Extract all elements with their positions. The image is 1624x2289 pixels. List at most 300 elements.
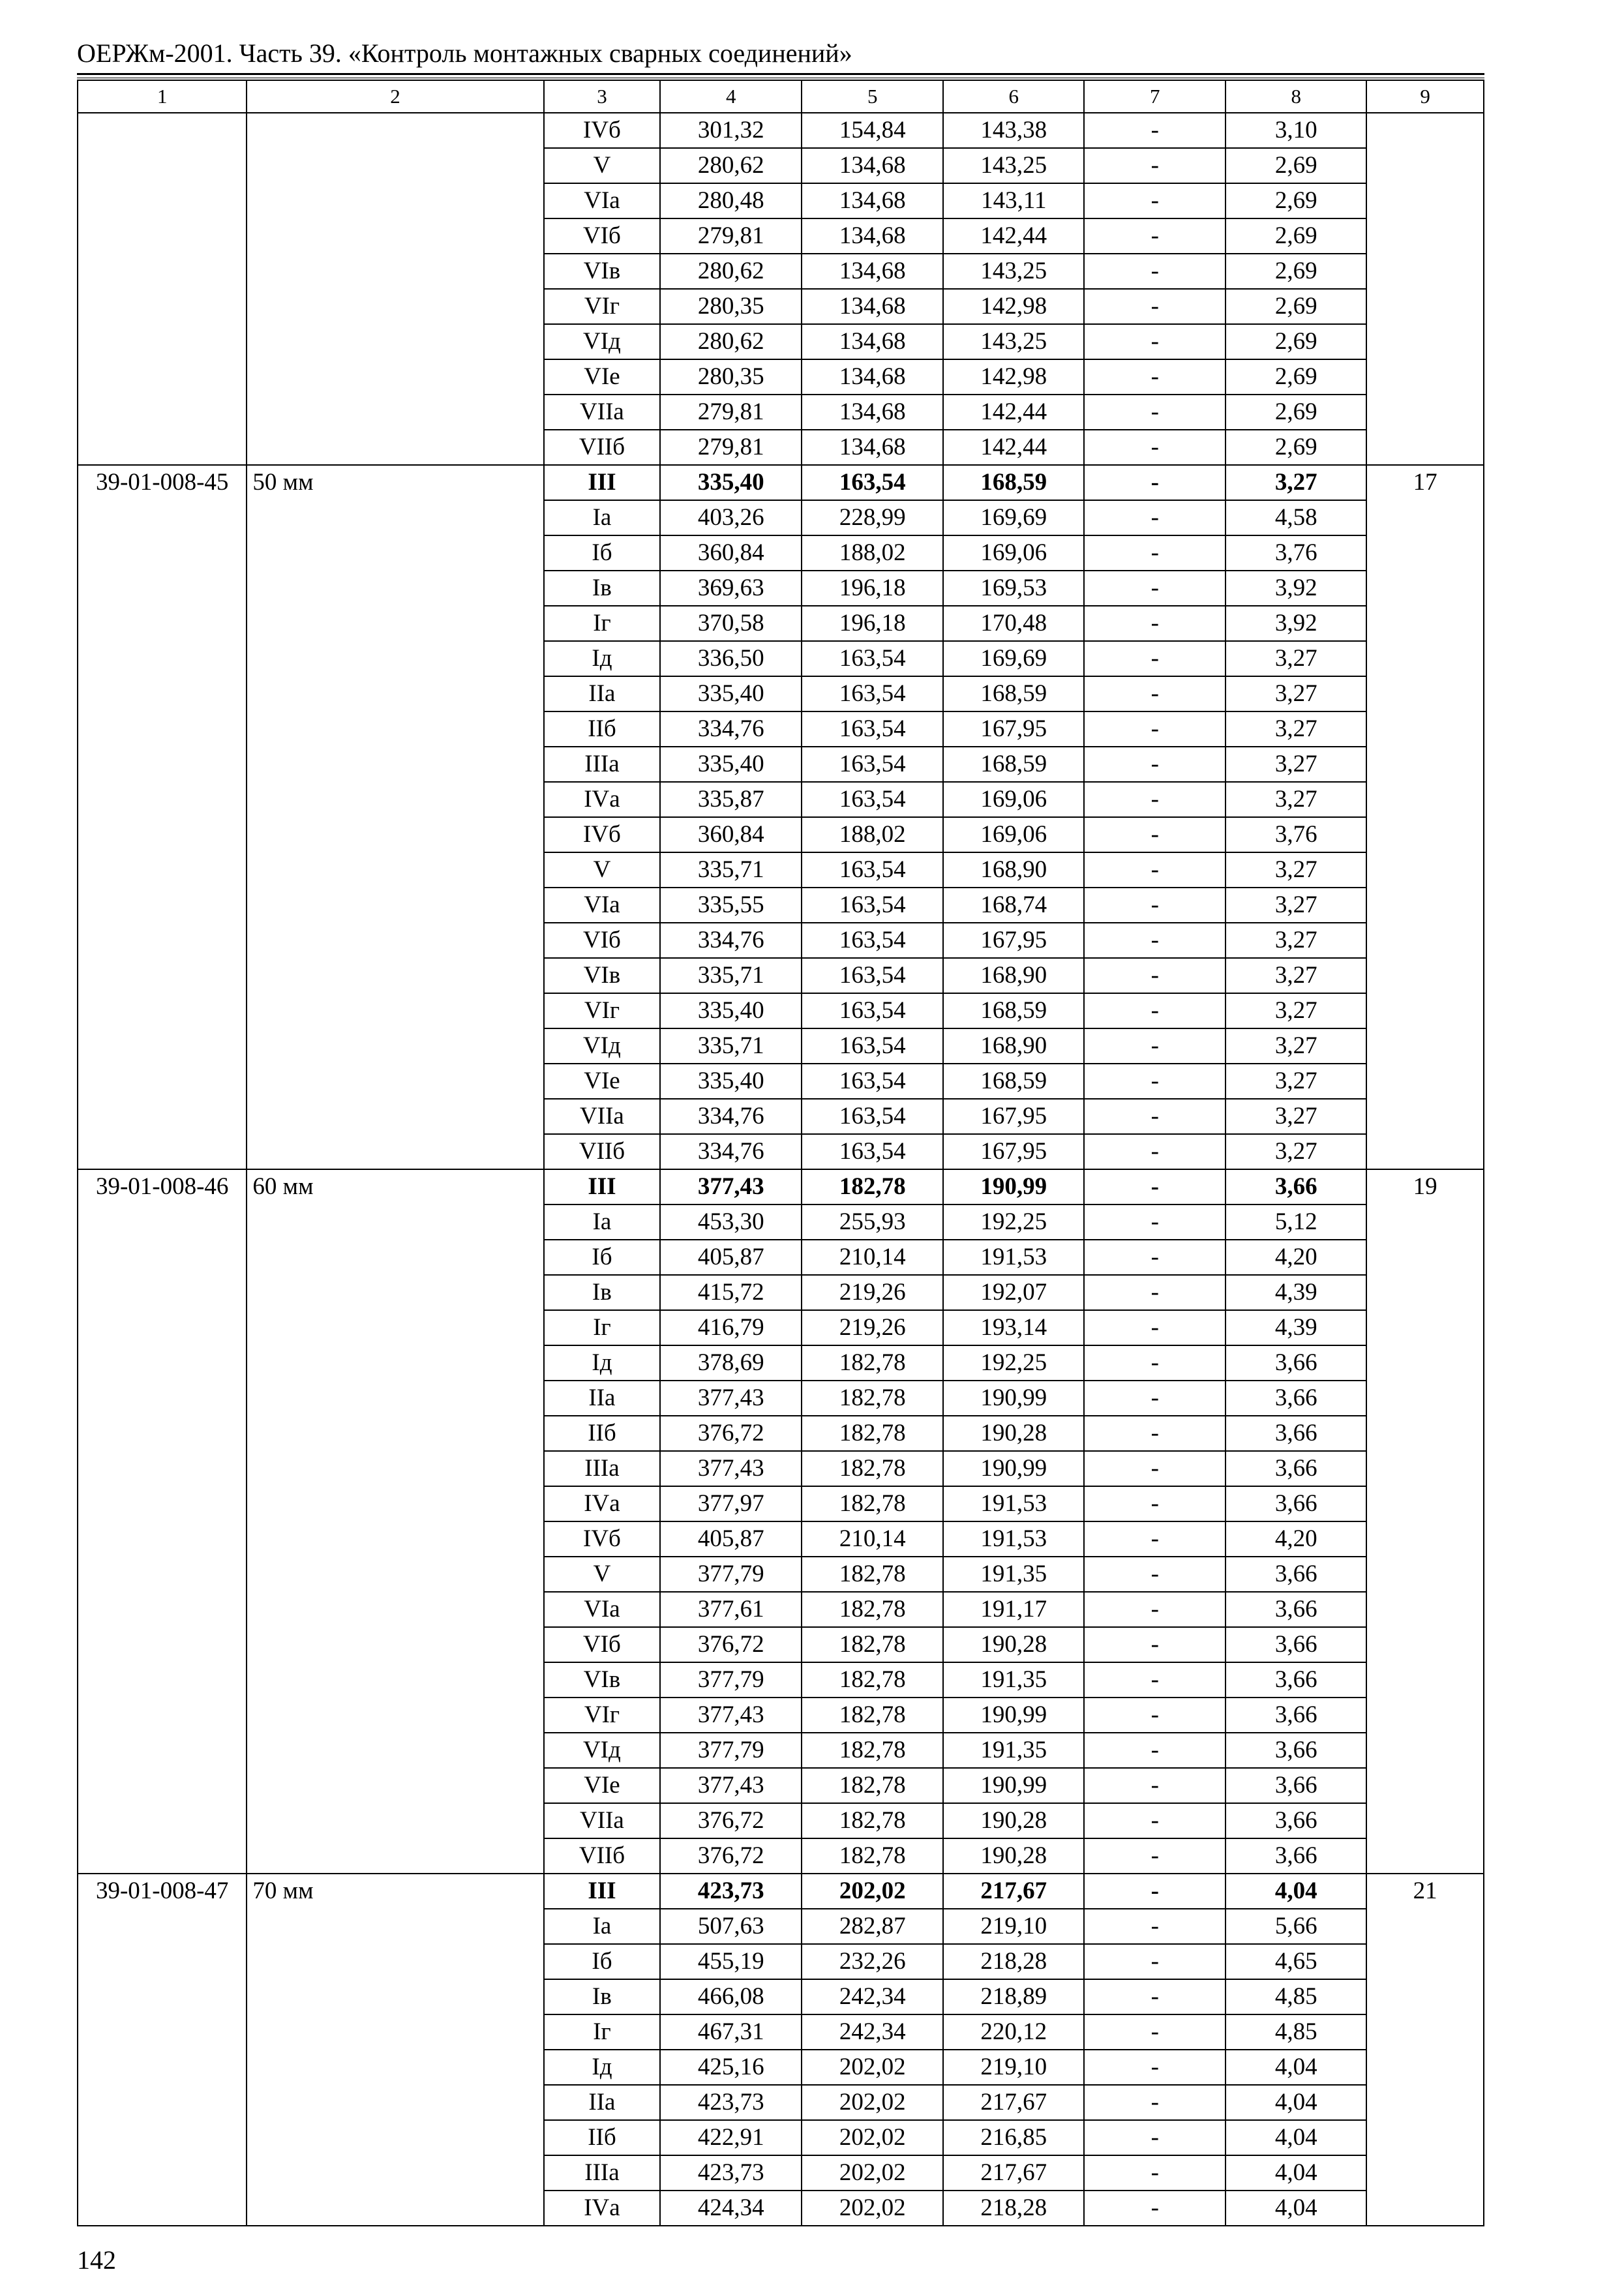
wages-cell: 242,34 (802, 2014, 943, 2050)
labor-cell: 3,27 (1226, 888, 1366, 923)
materials-cell: - (1084, 817, 1226, 852)
machines-cell: 168,59 (943, 993, 1084, 1028)
wages-cell: 182,78 (802, 1451, 943, 1486)
machines-cell: 190,99 (943, 1169, 1084, 1204)
page-header: ОЕРЖм-2001. Часть 39. «Контроль монтажных сварных соединений» (77, 38, 852, 68)
total-cost-cell: 335,87 (660, 782, 802, 817)
wages-cell: 163,54 (802, 993, 943, 1028)
condition-cell: Iг (544, 606, 661, 641)
materials-cell: - (1084, 782, 1226, 817)
wages-cell: 196,18 (802, 571, 943, 606)
condition-cell: VIIб (544, 1134, 661, 1169)
labor-cell: 3,66 (1226, 1733, 1366, 1768)
labor-cell: 3,27 (1226, 958, 1366, 993)
labor-cell: 3,92 (1226, 571, 1366, 606)
rate-name-cell: 70 мм (247, 1874, 543, 2226)
column-number: 2 (247, 80, 543, 113)
table-row (78, 465, 1484, 500)
labor-cell: 3,27 (1226, 993, 1366, 1028)
labor-cell: 3,66 (1226, 1662, 1366, 1698)
materials-cell: - (1084, 535, 1226, 571)
condition-cell: III (544, 1169, 661, 1204)
wages-cell: 134,68 (802, 183, 943, 218)
wages-cell: 163,54 (802, 641, 943, 676)
materials-cell: - (1084, 359, 1226, 395)
wages-cell: 182,78 (802, 1169, 943, 1204)
wages-cell: 202,02 (802, 2085, 943, 2120)
condition-cell: Iа (544, 1204, 661, 1240)
total-cost-cell: 424,34 (660, 2191, 802, 2226)
labor-cell: 3,27 (1226, 676, 1366, 711)
machines-cell: 142,44 (943, 430, 1084, 465)
column-number: 7 (1084, 80, 1226, 113)
condition-cell: VIIа (544, 1099, 661, 1134)
labor-cell: 3,10 (1226, 113, 1366, 148)
total-cost-cell: 334,76 (660, 1134, 802, 1169)
materials-cell: - (1084, 1275, 1226, 1310)
page-number: 142 (77, 2245, 116, 2275)
machines-cell: 143,25 (943, 254, 1084, 289)
rate-code-cell: 39-01-008-47 (78, 1874, 247, 2226)
total-cost-cell: 453,30 (660, 1204, 802, 1240)
wages-cell: 282,87 (802, 1909, 943, 1944)
labor-cell: 3,27 (1226, 1028, 1366, 1064)
total-cost-cell: 335,40 (660, 993, 802, 1028)
labor-cell: 5,12 (1226, 1204, 1366, 1240)
condition-cell: IVа (544, 2191, 661, 2226)
wages-cell: 182,78 (802, 1345, 943, 1381)
labor-cell: 4,58 (1226, 500, 1366, 535)
labor-cell: 3,66 (1226, 1451, 1366, 1486)
column-number: 3 (544, 80, 661, 113)
materials-cell: - (1084, 183, 1226, 218)
materials-cell: - (1084, 289, 1226, 324)
condition-cell: VIв (544, 1662, 661, 1698)
condition-cell: VIг (544, 289, 661, 324)
condition-cell: VIIб (544, 430, 661, 465)
labor-cell: 4,04 (1226, 2155, 1366, 2191)
machines-cell: 168,90 (943, 958, 1084, 993)
condition-cell: VIа (544, 183, 661, 218)
materials-cell: - (1084, 1592, 1226, 1627)
total-cost-cell: 334,76 (660, 1099, 802, 1134)
condition-cell: Iв (544, 571, 661, 606)
materials-cell: - (1084, 1768, 1226, 1803)
condition-cell: IIа (544, 1381, 661, 1416)
wages-cell: 182,78 (802, 1592, 943, 1627)
wages-cell: 188,02 (802, 817, 943, 852)
materials-cell: - (1084, 1909, 1226, 1944)
machines-cell: 142,44 (943, 218, 1084, 254)
total-cost-cell: 336,50 (660, 641, 802, 676)
condition-cell: IIа (544, 676, 661, 711)
machines-cell: 170,48 (943, 606, 1084, 641)
condition-cell: VIд (544, 1028, 661, 1064)
wages-cell: 134,68 (802, 395, 943, 430)
labor-cell: 3,66 (1226, 1698, 1366, 1733)
total-cost-cell: 377,79 (660, 1557, 802, 1592)
condition-cell: IVб (544, 1521, 661, 1557)
materials-cell: - (1084, 1627, 1226, 1662)
labor-cell: 4,85 (1226, 1979, 1366, 2014)
rate-count-cell: 17 (1366, 465, 1484, 1169)
materials-cell: - (1084, 1698, 1226, 1733)
labor-cell: 3,27 (1226, 747, 1366, 782)
labor-cell: 4,04 (1226, 2085, 1366, 2120)
total-cost-cell: 360,84 (660, 817, 802, 852)
wages-cell: 202,02 (802, 2191, 943, 2226)
wages-cell: 202,02 (802, 2120, 943, 2155)
rate-count-cell: 19 (1366, 1169, 1484, 1874)
materials-cell: - (1084, 500, 1226, 535)
wages-cell: 163,54 (802, 465, 943, 500)
rate-name-cell: 60 мм (247, 1169, 543, 1874)
rate-code-cell (78, 113, 247, 465)
condition-cell: Iб (544, 1240, 661, 1275)
wages-cell: 163,54 (802, 1099, 943, 1134)
condition-cell: IVб (544, 817, 661, 852)
labor-cell: 3,27 (1226, 1134, 1366, 1169)
machines-cell: 190,28 (943, 1803, 1084, 1838)
labor-cell: 4,85 (1226, 2014, 1366, 2050)
column-number: 9 (1366, 80, 1484, 113)
materials-cell: - (1084, 2120, 1226, 2155)
materials-cell: - (1084, 676, 1226, 711)
machines-cell: 168,59 (943, 676, 1084, 711)
rate-count-cell (1366, 113, 1484, 465)
materials-cell: - (1084, 923, 1226, 958)
machines-cell: 169,06 (943, 782, 1084, 817)
labor-cell: 2,69 (1226, 254, 1366, 289)
total-cost-cell: 405,87 (660, 1240, 802, 1275)
machines-cell: 190,28 (943, 1838, 1084, 1874)
rate-code-cell: 39-01-008-45 (78, 465, 247, 1169)
total-cost-cell: 378,69 (660, 1345, 802, 1381)
condition-cell: Iа (544, 1909, 661, 1944)
materials-cell: - (1084, 958, 1226, 993)
machines-cell: 191,53 (943, 1486, 1084, 1521)
table-row (78, 113, 1484, 148)
labor-cell: 5,66 (1226, 1909, 1366, 1944)
materials-cell: - (1084, 1345, 1226, 1381)
rate-name-cell (247, 113, 543, 465)
wages-cell: 134,68 (802, 359, 943, 395)
condition-cell: VIд (544, 1733, 661, 1768)
materials-cell: - (1084, 1381, 1226, 1416)
wages-cell: 154,84 (802, 113, 943, 148)
condition-cell: VIв (544, 958, 661, 993)
machines-cell: 220,12 (943, 2014, 1084, 2050)
wages-cell: 196,18 (802, 606, 943, 641)
materials-cell: - (1084, 395, 1226, 430)
machines-cell: 168,90 (943, 1028, 1084, 1064)
machines-cell: 219,10 (943, 2050, 1084, 2085)
labor-cell: 2,69 (1226, 218, 1366, 254)
labor-cell: 2,69 (1226, 324, 1366, 359)
labor-cell: 4,39 (1226, 1275, 1366, 1310)
wages-cell: 134,68 (802, 289, 943, 324)
total-cost-cell: 360,84 (660, 535, 802, 571)
wages-cell: 182,78 (802, 1627, 943, 1662)
labor-cell: 3,66 (1226, 1627, 1366, 1662)
materials-cell: - (1084, 1134, 1226, 1169)
machines-cell: 143,25 (943, 148, 1084, 183)
materials-cell: - (1084, 1099, 1226, 1134)
condition-cell: VIб (544, 218, 661, 254)
total-cost-cell: 467,31 (660, 2014, 802, 2050)
condition-cell: Iд (544, 2050, 661, 2085)
wages-cell: 182,78 (802, 1662, 943, 1698)
rate-count-cell: 21 (1366, 1874, 1484, 2226)
labor-cell: 2,69 (1226, 395, 1366, 430)
condition-cell: IIIа (544, 1451, 661, 1486)
machines-cell: 168,90 (943, 852, 1084, 888)
materials-cell: - (1084, 1416, 1226, 1451)
labor-cell: 3,92 (1226, 606, 1366, 641)
wages-cell: 219,26 (802, 1275, 943, 1310)
labor-cell: 2,69 (1226, 148, 1366, 183)
total-cost-cell: 280,62 (660, 324, 802, 359)
rate-name-cell: 50 мм (247, 465, 543, 1169)
total-cost-cell: 377,97 (660, 1486, 802, 1521)
materials-cell: - (1084, 1204, 1226, 1240)
column-number: 1 (78, 80, 247, 113)
materials-cell: - (1084, 1944, 1226, 1979)
total-cost-cell: 377,79 (660, 1662, 802, 1698)
condition-cell: Iа (544, 500, 661, 535)
materials-cell: - (1084, 113, 1226, 148)
labor-cell: 3,66 (1226, 1381, 1366, 1416)
wages-cell: 182,78 (802, 1486, 943, 1521)
machines-cell: 142,98 (943, 289, 1084, 324)
total-cost-cell: 279,81 (660, 395, 802, 430)
labor-cell: 4,04 (1226, 2050, 1366, 2085)
materials-cell: - (1084, 1521, 1226, 1557)
labor-cell: 3,27 (1226, 1099, 1366, 1134)
total-cost-cell: 369,63 (660, 571, 802, 606)
materials-cell: - (1084, 1451, 1226, 1486)
machines-cell: 169,69 (943, 641, 1084, 676)
condition-cell: VIа (544, 888, 661, 923)
total-cost-cell: 416,79 (660, 1310, 802, 1345)
wages-cell: 202,02 (802, 2050, 943, 2085)
table-body (78, 80, 1484, 2226)
materials-cell: - (1084, 711, 1226, 747)
total-cost-cell: 423,73 (660, 2155, 802, 2191)
total-cost-cell: 377,43 (660, 1451, 802, 1486)
machines-cell: 217,67 (943, 2155, 1084, 2191)
wages-cell: 163,54 (802, 852, 943, 888)
materials-cell: - (1084, 2014, 1226, 2050)
machines-cell: 190,28 (943, 1416, 1084, 1451)
condition-cell: VIIа (544, 1803, 661, 1838)
machines-cell: 169,06 (943, 817, 1084, 852)
total-cost-cell: 403,26 (660, 500, 802, 535)
machines-cell: 168,59 (943, 1064, 1084, 1099)
total-cost-cell: 335,40 (660, 465, 802, 500)
total-cost-cell: 425,16 (660, 2050, 802, 2085)
machines-cell: 169,69 (943, 500, 1084, 535)
condition-cell: Iг (544, 2014, 661, 2050)
total-cost-cell: 335,40 (660, 1064, 802, 1099)
condition-cell: VIг (544, 1698, 661, 1733)
wages-cell: 163,54 (802, 711, 943, 747)
materials-cell: - (1084, 1733, 1226, 1768)
condition-cell: Iб (544, 535, 661, 571)
column-number: 6 (943, 80, 1084, 113)
total-cost-cell: 423,73 (660, 2085, 802, 2120)
materials-cell: - (1084, 324, 1226, 359)
wages-cell: 134,68 (802, 254, 943, 289)
machines-cell: 218,89 (943, 1979, 1084, 2014)
materials-cell: - (1084, 1310, 1226, 1345)
machines-cell: 142,98 (943, 359, 1084, 395)
wages-cell: 232,26 (802, 1944, 943, 1979)
labor-cell: 2,69 (1226, 183, 1366, 218)
condition-cell: VIв (544, 254, 661, 289)
materials-cell: - (1084, 1662, 1226, 1698)
wages-cell: 182,78 (802, 1803, 943, 1838)
condition-cell: Iб (544, 1944, 661, 1979)
condition-cell: VIIа (544, 395, 661, 430)
wages-cell: 255,93 (802, 1204, 943, 1240)
wages-cell: 134,68 (802, 324, 943, 359)
labor-cell: 3,27 (1226, 711, 1366, 747)
materials-cell: - (1084, 2155, 1226, 2191)
wages-cell: 210,14 (802, 1521, 943, 1557)
machines-cell: 143,11 (943, 183, 1084, 218)
labor-cell: 3,76 (1226, 535, 1366, 571)
machines-cell: 167,95 (943, 1134, 1084, 1169)
total-cost-cell: 377,43 (660, 1169, 802, 1204)
machines-cell: 142,44 (943, 395, 1084, 430)
machines-cell: 168,59 (943, 465, 1084, 500)
column-number: 8 (1226, 80, 1366, 113)
total-cost-cell: 335,71 (660, 1028, 802, 1064)
condition-cell: IIIа (544, 2155, 661, 2191)
condition-cell: VIе (544, 359, 661, 395)
condition-cell: VIб (544, 923, 661, 958)
condition-cell: Iг (544, 1310, 661, 1345)
machines-cell: 167,95 (943, 923, 1084, 958)
materials-cell: - (1084, 1838, 1226, 1874)
wages-cell: 182,78 (802, 1416, 943, 1451)
labor-cell: 4,20 (1226, 1240, 1366, 1275)
labor-cell: 3,27 (1226, 465, 1366, 500)
wages-cell: 163,54 (802, 888, 943, 923)
column-number: 4 (660, 80, 802, 113)
wages-cell: 163,54 (802, 747, 943, 782)
total-cost-cell: 280,62 (660, 254, 802, 289)
condition-cell: V (544, 148, 661, 183)
wages-cell: 188,02 (802, 535, 943, 571)
materials-cell: - (1084, 1874, 1226, 1909)
condition-cell: IIа (544, 2085, 661, 2120)
machines-cell: 169,53 (943, 571, 1084, 606)
total-cost-cell: 335,40 (660, 747, 802, 782)
condition-cell: VIг (544, 993, 661, 1028)
wages-cell: 163,54 (802, 1028, 943, 1064)
total-cost-cell: 280,35 (660, 359, 802, 395)
labor-cell: 3,66 (1226, 1592, 1366, 1627)
total-cost-cell: 280,35 (660, 289, 802, 324)
total-cost-cell: 377,61 (660, 1592, 802, 1627)
total-cost-cell: 280,62 (660, 148, 802, 183)
materials-cell: - (1084, 1169, 1226, 1204)
labor-cell: 4,04 (1226, 2120, 1366, 2155)
total-cost-cell: 376,72 (660, 1803, 802, 1838)
machines-cell: 190,99 (943, 1381, 1084, 1416)
total-cost-cell: 415,72 (660, 1275, 802, 1310)
total-cost-cell: 377,43 (660, 1698, 802, 1733)
machines-cell: 190,99 (943, 1698, 1084, 1733)
condition-cell: IVа (544, 1486, 661, 1521)
total-cost-cell: 334,76 (660, 923, 802, 958)
condition-cell: VIе (544, 1064, 661, 1099)
wages-cell: 134,68 (802, 148, 943, 183)
machines-cell: 192,25 (943, 1204, 1084, 1240)
machines-cell: 192,25 (943, 1345, 1084, 1381)
column-number-row (78, 80, 1484, 113)
machines-cell: 143,38 (943, 113, 1084, 148)
condition-cell: IVб (544, 113, 661, 148)
machines-cell: 191,53 (943, 1240, 1084, 1275)
materials-cell: - (1084, 1486, 1226, 1521)
total-cost-cell: 405,87 (660, 1521, 802, 1557)
wages-cell: 202,02 (802, 1874, 943, 1909)
wages-cell: 163,54 (802, 1064, 943, 1099)
total-cost-cell: 279,81 (660, 430, 802, 465)
materials-cell: - (1084, 1979, 1226, 2014)
labor-cell: 2,69 (1226, 430, 1366, 465)
total-cost-cell: 423,73 (660, 1874, 802, 1909)
machines-cell: 168,59 (943, 747, 1084, 782)
condition-cell: VIб (544, 1627, 661, 1662)
table-row (78, 1874, 1484, 1909)
materials-cell: - (1084, 1064, 1226, 1099)
labor-cell: 3,66 (1226, 1557, 1366, 1592)
machines-cell: 218,28 (943, 1944, 1084, 1979)
materials-cell: - (1084, 852, 1226, 888)
wages-cell: 242,34 (802, 1979, 943, 2014)
labor-cell: 3,66 (1226, 1838, 1366, 1874)
machines-cell: 190,99 (943, 1451, 1084, 1486)
materials-cell: - (1084, 430, 1226, 465)
materials-cell: - (1084, 1028, 1226, 1064)
condition-cell: III (544, 465, 661, 500)
total-cost-cell: 334,76 (660, 711, 802, 747)
machines-cell: 143,25 (943, 324, 1084, 359)
labor-cell: 3,66 (1226, 1768, 1366, 1803)
wages-cell: 163,54 (802, 1134, 943, 1169)
total-cost-cell: 335,71 (660, 958, 802, 993)
labor-cell: 3,66 (1226, 1803, 1366, 1838)
machines-cell: 191,53 (943, 1521, 1084, 1557)
materials-cell: - (1084, 747, 1226, 782)
labor-cell: 3,66 (1226, 1416, 1366, 1451)
header-rule-thick (77, 73, 1484, 75)
labor-cell: 4,04 (1226, 2191, 1366, 2226)
rate-code-cell: 39-01-008-46 (78, 1169, 247, 1874)
materials-cell: - (1084, 218, 1226, 254)
machines-cell: 191,35 (943, 1733, 1084, 1768)
machines-cell: 217,67 (943, 1874, 1084, 1909)
condition-cell: Iд (544, 1345, 661, 1381)
machines-cell: 190,28 (943, 1627, 1084, 1662)
labor-cell: 4,39 (1226, 1310, 1366, 1345)
total-cost-cell: 335,55 (660, 888, 802, 923)
condition-cell: IIIа (544, 747, 661, 782)
